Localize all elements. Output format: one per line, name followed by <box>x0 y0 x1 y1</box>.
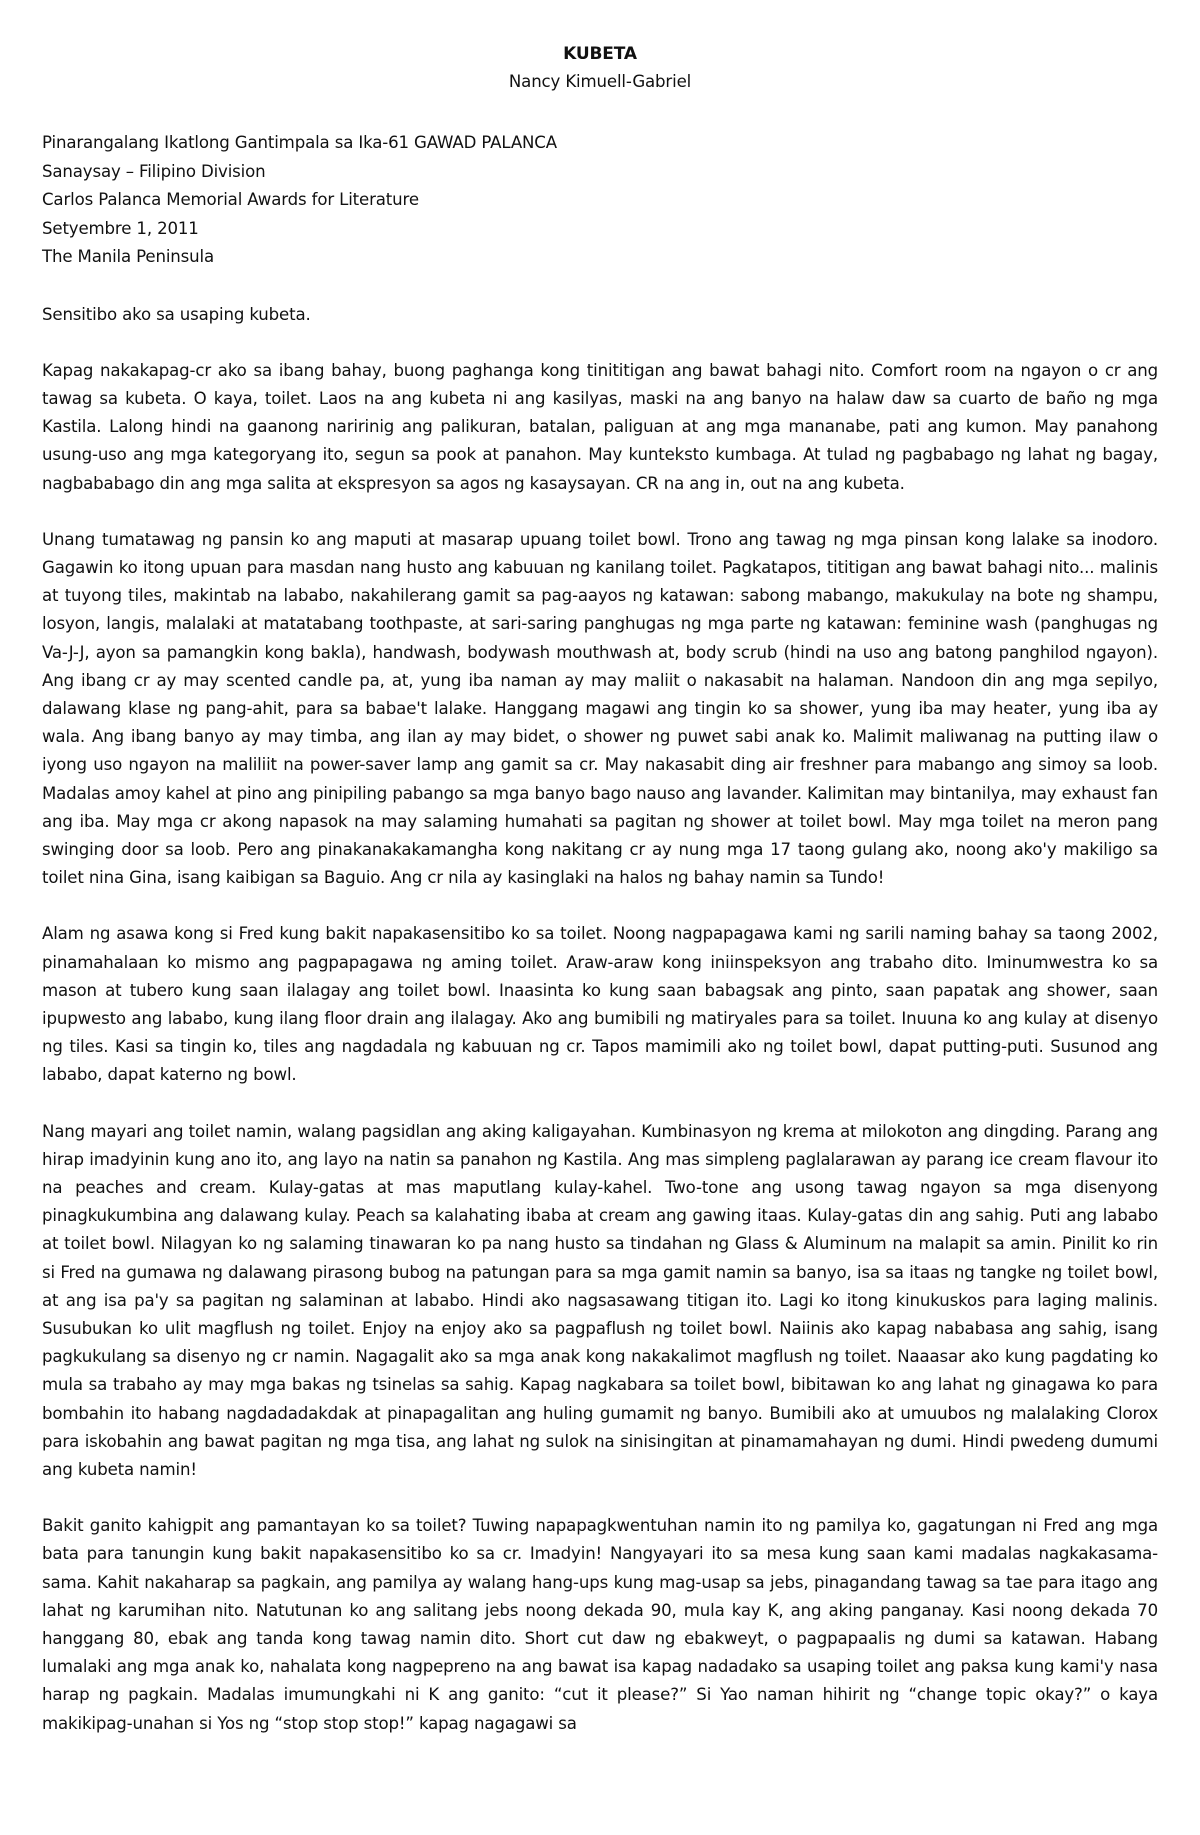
body-paragraph: Unang tumatawag ng pansin ko ang maputi at masarap upuang toilet bowl. Trono ang tawag ng mga pinsan kong lalake sa inodoro. Gagawin ko itong upuan para masdan nang husto ang kabuuan ng kanilang toilet. Pagkatapos, tititigan ang bawat bahagi nito... malinis at tuyong tiles, makintab na lababo, nakahilerang gamit sa pag-aayos ng katawan: sabong mabango, makukulay na bote ng shampu, losyon, langis, malalaki at matatabang toothpaste, at sari-saring panghugas ng mga parte ng katawan: feminine wash (panghugas ng Va-J-J, ayon sa pamangkin kong bakla), handwash, bodywash mouthwash at, body scrub (hindi na uso ang batong panghilod ngayon). Ang ibang cr ay may scented candle pa, at, yung iba naman ay may maliit o nakasabit na halaman. Nandoon din ang mga sepilyo, dalawang klase ng pang-ahit, para sa babae't lalake. Hanggang magawi ang tingin ko sa shower, yung iba may heater, yung iba ay wala. Ang ibang banyo ay may timba, ang ilan ay may bidet, o shower ng puwet sabi anak ko. Malimit maliwanag na putting ilaw o iyong uso ngayon na maliliit na power-saver lamp ang gamit sa cr. May nakasabit ding air freshner para mabango ang simoy sa loob. Madalas amoy kahel at pino ang pinipiling pabango sa mga banyo bago nauso ang lavander. Kalimitan may bintanilya, may exhaust fan ang iba. May mga cr akong napasok na may salaming humahati sa pagitan ng shower at toilet bowl. May mga toilet na meron pang swinging door sa loob. Pero ang pinakanakakamangha kong nakitang cr ay nung mga 17 taong gulang ako, noong ako'y makiligo sa toilet nina Gina, isang kaibigan sa Baguio. Ang cr nila ay kasinglaki na halos ng bahay namin sa Tundo! <box>42 529 1158 888</box>
body-paragraph: Nang mayari ang toilet namin, walang pagsidlan ang aking kaligayahan. Kumbinasyon ng krema at milokoton ang dingding. Parang ang hirap imadyinin kung ano ito, ang layo na natin sa panahon ng Kastila. Ang mas simpleng paglalarawan ay parang ice cream flavour ito na peaches and cream. Kulay-gatas at mas maputlang kulay-kahel. Two-tone ang usong tawag ngayon sa mga disenyong pinagkukumbina ang dalawang kulay. Peach sa kalahating ibaba at cream ang gawing itaas. Kulay-gatas din ang sahig. Puti ang lababo at toilet bowl. Nilagyan ko ng salaming tinawaran ko pa nang husto sa tindahan ng Glass & Aluminum na malapit sa amin. Pinilit ko rin si Fred na gumawa ng dalawang pirasong bubog na patungan para sa mga gamit namin sa banyo, isa sa itaas ng tangke ng toilet bowl, at ang isa pa'y sa pagitan ng salaminan at lababo. Hindi ako nagsasawang titigan ito. Lagi ko itong kinukuskos para laging malinis. Susubukan ko ulit magflush ng toilet. Enjoy na enjoy ako sa pagpaflush ng toilet bowl. Naiinis ako kapag nababasa ang sahig, isang pagkukulang sa disenyo ng cr namin. Nagagalit ako sa mga anak kong nakakalimot magflush ng toilet. Naaasar ako kung pagdating ko mula sa trabaho ay may mga bakas ng tsinelas sa sahig. Kapag nagkabara sa toilet bowl, bibitawan ko ang lahat ng ginagawa ko para bombahin ito habang nagdadadakdak at pinapagalitan ang huling gumamit ng banyo. Bumibili ako at umuubos ng malalaking Clorox para iskobahin ang bawat pagitan ng mga tisa, ang lahat ng sulok na sinisingitan at pinamamahayan ng dumi. Hindi pwedeng dumumi ang kubeta namin! <box>42 1121 1158 1480</box>
body-paragraph: Alam ng asawa kong si Fred kung bakit napakasensitibo ko sa toilet. Noong nagpapagawa kami ng sarili naming bahay sa taong 2002, pinamahalaan ko mismo ang pagpapagawa ng aming toilet. Araw-araw kong iniinspeksyon ang trabaho dito. Iminumwestra ko sa mason at tubero kung saan ilalagay ang toilet bowl. Inaasinta ko kung saan babagsak ang pinto, saan papatak ang shower, saan ipupwesto ang lababo, kung ilang floor drain ang ilalagay. Ako ang bumibili ng matiryales para sa toilet. Inuuna ko ang kulay at disenyo ng tiles. Kasi sa tingin ko, tiles ang nagdadala ng kabuuan ng cr. Tapos mamimili ako ng toilet bowl, dapat putting-puti. Susunod ang lababo, dapat katerno ng bowl. <box>42 924 1158 1085</box>
body-paragraph: Bakit ganito kahigpit ang pamantayan ko sa toilet? Tuwing napapagkwentuhan namin ito ng pamilya ko, gagatungan ni Fred ang mga bata para tanungin kung bakit napakasensitibo ko sa cr. Imadyin! Nangyayari ito sa mesa kung saan kami madalas nagkakasama-sama. Kahit nakaharap sa pagkain, ang pamilya ay walang hang-ups kung mag-usap sa jebs, pinagandang tawag sa tae para itago ang lahat ng karumihan nito. Natutunan ko ang salitang jebs noong dekada 90, mula kay K, ang aking panganay. Kasi noong dekada 70 hanggang 80, ebak ang tanda kong tawag namin dito. Short cut daw ng ebakweyt, o pagpapaalis ng dumi sa katawan. Habang lumalaki ang mga anak ko, nahalata kong nagpepreno na ang bawat isa kapag nadadako sa usaping toilet ang paksa kung kami'y nasa harap ng pagkain. Madalas imumungkahi ni K ang ganito: “cut it please?” Si Yao naman hihirit ng “change topic okay?” o kaya makikipag-unahan si Yos ng “stop stop stop!” kapag nagagawi sa <box>42 1516 1158 1733</box>
venue-line: The Manila Peninsula <box>42 247 215 266</box>
award-line: Pinarangalang Ikatlong Gantimpala sa Ika-61 GAWAD PALANCA <box>42 133 557 152</box>
lead-sentence: Sensitibo ako sa usaping kubeta. <box>42 304 311 324</box>
body-paragraph: Kapag nakakapag-cr ako sa ibang bahay, buong paghanga kong tinititigan ang bawat bahagi nito. Comfort room na ngayon o cr ang tawag sa kubeta. O kaya, toilet. Laos na ang kubeta ni ang kasilyas, maski na ang banyo na halaw daw sa cuarto de baño ng mga Kastila. Lalong hindi na gaanong naririnig ang palikuran, batalan, paliguan at ang mga mananabe, pati ang kumon. May panahong usung-uso ang mga kategoryang ito, segun sa pook at panahon. May kunteksto kumbaga. At tulad ng pagbabago ng lahat ng bagay, nagbababago din ang mga salita at ekspresyon sa agos ng kasaysayan. CR na ang in, out na ang kubeta. <box>42 360 1158 493</box>
document-author: Nancy Kimuell-Gabriel <box>508 72 692 91</box>
document-title: KUBETA <box>563 44 637 64</box>
date-line: Setyembre 1, 2011 <box>42 218 199 238</box>
category-line: Sanaysay – Filipino Division <box>42 161 266 181</box>
document-page <box>42 40 1158 1738</box>
award-info <box>42 129 1158 272</box>
organization-line: Carlos Palanca Memorial Awards for Literature <box>42 190 419 209</box>
